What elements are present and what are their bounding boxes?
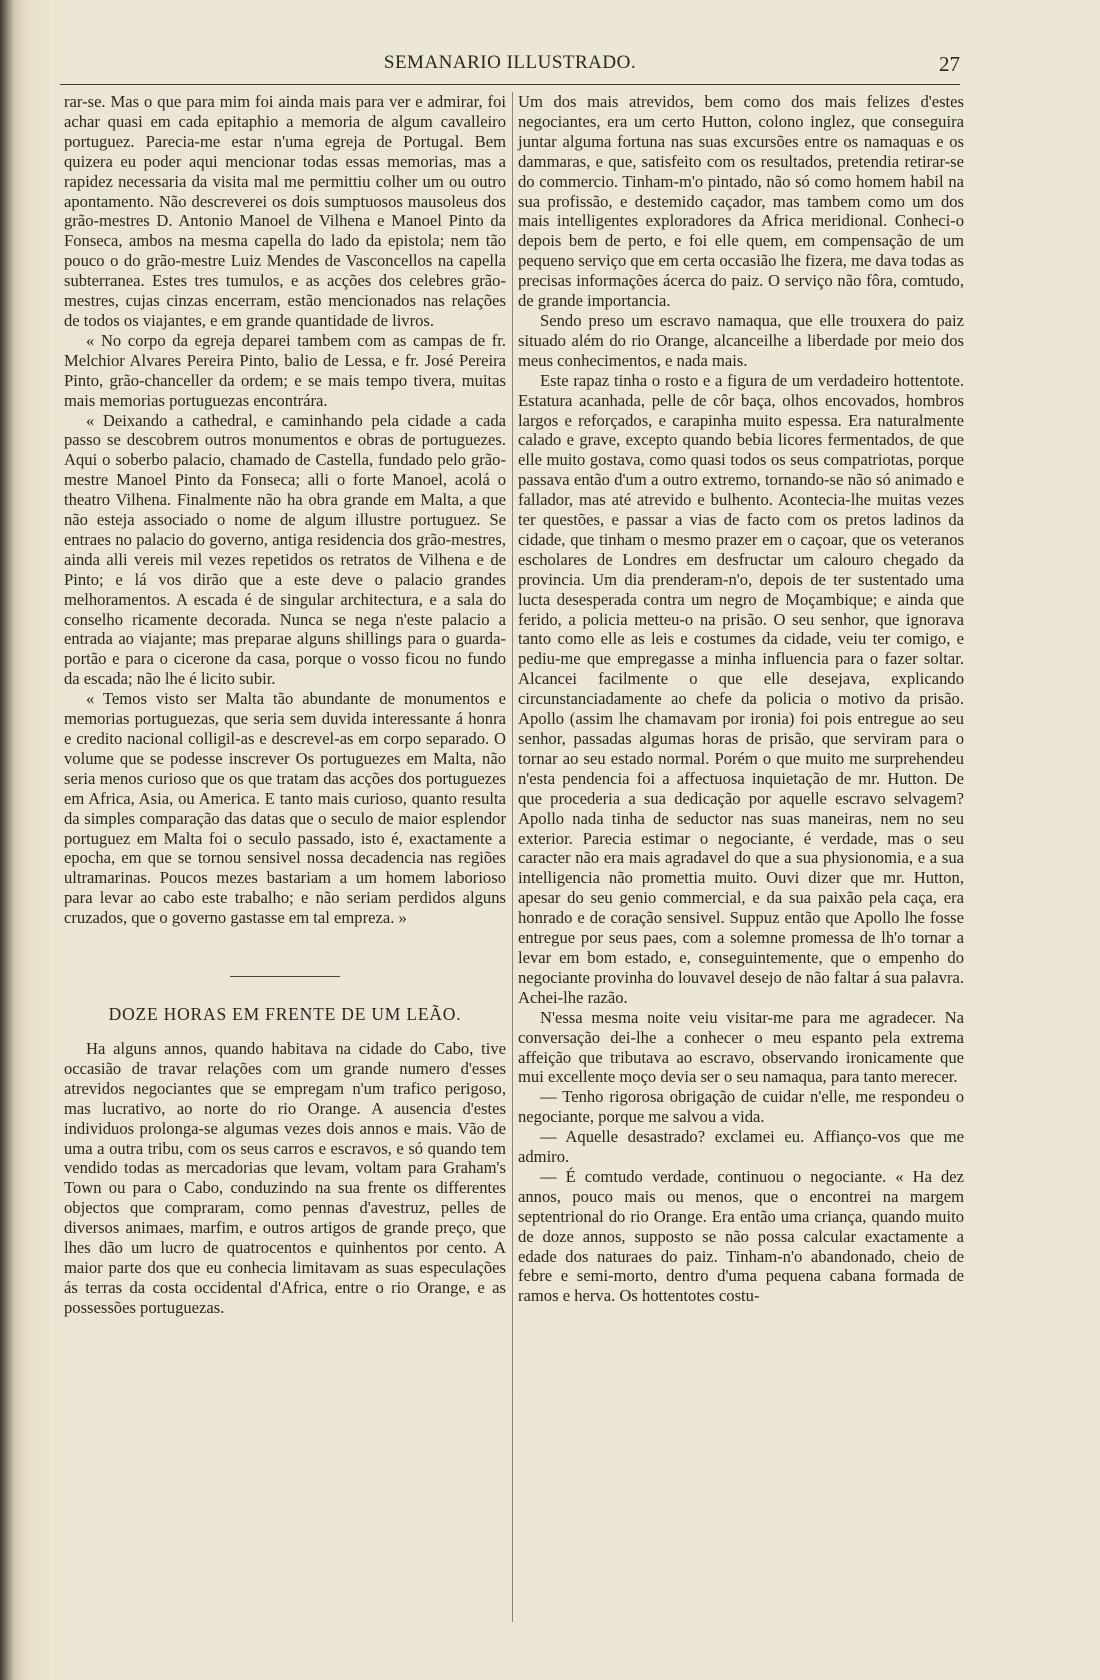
paragraph: — É comtudo verdade, continuou o negociante. « Ha dez annos, pouco mais ou menos, que o encontrei na margem septentrional do rio Orange. Era então uma criança, quando muito de doze annos, supposto se não possa calcular exactamente a edade dos naturaes do paiz. Tinham-n'o abandonado, cheio de febre e semi-morto, dentro d'uma pequena cabana formada de ramos e herva. Os hottentotes costu- <box>518 1166 964 1306</box>
paragraph: « No corpo da egreja deparei tambem com as campas de fr. Melchior Alvares Pereira Pinto, balio de Lessa, e fr. José Pereira Pinto, grão-chanceller da ordem; e se mais tempo tivera, muitas mais memorias portuguezas encontrára. <box>64 330 506 410</box>
left-column <box>64 92 506 1318</box>
right-column <box>518 92 964 1306</box>
article-title: DOZE HORAS EM FRENTE DE UM LEÃO. <box>108 1004 462 1025</box>
paragraph: — Tenho rigorosa obrigação de cuidar n'elle, me respondeu o negociante, porque me salvou a vida. <box>518 1087 964 1127</box>
paragraph: Um dos mais atrevidos, bem como dos mais felizes d'estes negociantes, era um certo Hutton, colono inglez, que conseguira juntar alguma fortuna nas suas excursões entre os namaquas e os dammaras, e que, satisfeito com os resultados, pretendia retirar-se do commercio. Tinham-m'o pintado, não só como homem habil na sua profissão, e destemido caçador, mas tambem como um dos mais intelligentes exploradores da Africa meridional. Conheci-o depois bem de perto, e foi elle quem, em compensação de um pequeno serviço que em certa occasião lhe fizera, me dava todas as precisas informações ácerca do paiz. O serviço não fôra, comtudo, de grande importancia. <box>518 92 964 311</box>
paragraph: N'essa mesma noite veiu visitar-me para me agradecer. Na conversação dei-lhe a conhecer o meu espanto pela extrema affeição que tributava ao escravo, observando ironicamente que mui excellente moço devia ser o seu namaqua, para tanto merecer. <box>518 1007 964 1087</box>
page-number: 27 <box>939 52 960 76</box>
column-divider <box>512 92 513 1622</box>
paragraph: rar-se. Mas o que para mim foi ainda mais para ver e admirar, foi achar quasi em cada epitaphio a memoria de algum cavalleiro portuguez. Parecia-me estar n'uma egreja de Portugal. Bem quizera eu poder aqui mencionar todas essas memorias, mas a rapidez necessaria da visita mal me permittiu colher um ou outro apontamento. Não descreverei os dois sumptuosos mausoleus dos grão-mestres D. Antonio Manoel de Vilhena e Manoel Pinto da Fonseca, ambos na mesma capella do lado da epistola; nem tão pouco o do grão-mestre Luiz Mendes de Vasconcellos na capella subterranea. Estes tres tumulos, e as acções dos celebres grão-mestres, cujas cinzas encerram, estão mencionados nas relações de todos os viajantes, e em grande quantidade de livros. <box>64 92 506 330</box>
page-header <box>60 52 960 85</box>
paragraph: Ha alguns annos, quando habitava na cidade do Cabo, tive occasião de travar relações com um grande numero d'esses atrevidos negociantes que se empregam n'um trafico perigoso, mas lucrativo, ao norte do rio Orange. A ausencia d'estes individuos prolonga-se algumas vezes dois annos e mais. Vão de uma a outra tribu, com os seus carros e escravos, e só quando tem vendido todas as mercadorias que levam, voltam para Graham's Town ou para o Cabo, conduzindo na sua frente os differentes objectos que compraram, como pennas d'avestruz, pelles de diversos animaes, marfim, e outros artigos de grande preço, que lhes dão um lucro de quatrocentos e quinhentos por cento. A maior parte dos que eu conhecia limitavam as suas especulações ás terras da costa occidental d'Africa, entre o rio Orange, e as possessões portuguezas. <box>64 1038 506 1317</box>
paragraph: Sendo preso um escravo namaqua, que elle trouxera do paiz situado além do rio Orange, alcanceilhe a liberdade por meio dos meus conhecimentos, e nada mais. <box>518 310 964 370</box>
paragraph: — Aquelle desastrado? exclamei eu. Affianço-vos que me admiro. <box>518 1127 964 1167</box>
publication-title: SEMANARIO ILLUSTRADO. <box>383 52 637 73</box>
section-separator <box>230 976 340 977</box>
paragraph: « Deixando a cathedral, e caminhando pela cidade a cada passo se descobrem outros monumentos e obras de portuguezes. Aqui o soberbo palacio, chamado de Castella, fundado pelo grão-mestre Manoel Pinto da Fonseca; alli o forte Manoel, acolá o theatro Vilhena. Finalmente não ha obra grande em Malta, a que não esteja associado o nome de algum illustre portuguez. Se entraes no palacio do governo, antiga residencia dos grão-mestres, ainda alli vereis mil vezes repetidos os retratos de Vilhena e de Pinto; e lá vos dirão que a este deve o palacio grandes melhoramentos. A escada é de singular architectura, e a sala do conselho ricamente decorada. Nunca se nega n'este palacio a entrada ao viajante; mas preparae alguns shillings para o guarda-portão e para o cicerone da casa, porque o vosso ficou no fundo da escada; não lhe é licito subir. <box>64 410 506 689</box>
paragraph: « Temos visto ser Malta tão abundante de monumentos e memorias portuguezas, que seria sem duvida interessante á honra e credito nacional colligil-as e descrevel-as em corpo separado. O volume que se podesse inscrever Os portuguezes em Malta, não seria menos curioso que os que tratam das acções dos portuguezes em Africa, Asia, ou America. E tanto mais curioso, quanto resulta da simples comparação das datas que o seculo de maior esplendor portuguez em Malta foi o seculo passado, isto é, exactamente a epocha, em que se tornou sensivel nossa decadencia nas regiões ultramarinas. Poucos mezes bastariam a um homem laborioso para levar ao cabo este trabalho; e não seriam perdidos alguns cruzados, que o governo gastasse em tal empreza. » <box>64 689 506 928</box>
paragraph: Este rapaz tinha o rosto e a figura de um verdadeiro hottentote. Estatura acanhada, pelle de côr baça, olhos encovados, hombros largos e reforçados, e carapinha muito espessa. Era naturalmente calado e grave, excepto quando bebia licores fermentados, de que elle muito gostava, como quasi todos os seus compatriotas, porque passava então d'um a outro extremo, tornando-se não só animado e fallador, mas até atrevido e bulhento. Acontecia-lhe muitas vezes ter questões, e passar a vias de facto com os pretos ladinos da cidade, que tinham o mesmo prazer em o caçoar, que os veteranos escholares de Londres em desfructar um calouro chegado da provincia. Um dia prenderam-n'o, depois de ter sustentado uma lucta desesperada contra um negro de Moçambique; e ainda que ferido, a policia metteu-o na prisão. O seu senhor, que ignorava tanto como elle as leis e costumes da cidade, veiu ter comigo, e pediu-me que empregasse a minha influencia para o fazer soltar. Alcancei facilmente o que elle desejava, explicando circunstanciadamente ao chefe da policia o motivo da prisão. Apollo (assim lhe chamavam por ironia) foi pois entregue ao seu senhor, passadas algumas horas de prisão, que serviram para o tornar ao seu estado normal. Porém o que muito me surprehendeu n'esta pendencia foi a affectuosa inquietação de mr. Hutton. De que procederia a sua dedicação por aquelle escravo selvagem? Apollo nada tinha de seductor nas suas maneiras, nem no seu exterior. Parecia estimar o negociante, é verdade, mas o seu caracter não era mais agradavel do que a sua physionomia, e a sua intelligencia não promettia muito. Ouvi dizer que mr. Hutton, apesar do seu genio commercial, e da sua paixão pela caça, era honrado e de coração sensivel. Suppuz então que Apollo lhe fosse entregue por seus paes, com a solemne promessa de lh'o tornar a levar em bom estado, e, conseguintemente, que o empenho do negociante provinha do louvavel desejo de não faltar á sua palavra. Achei-lhe razão. <box>518 370 964 1007</box>
